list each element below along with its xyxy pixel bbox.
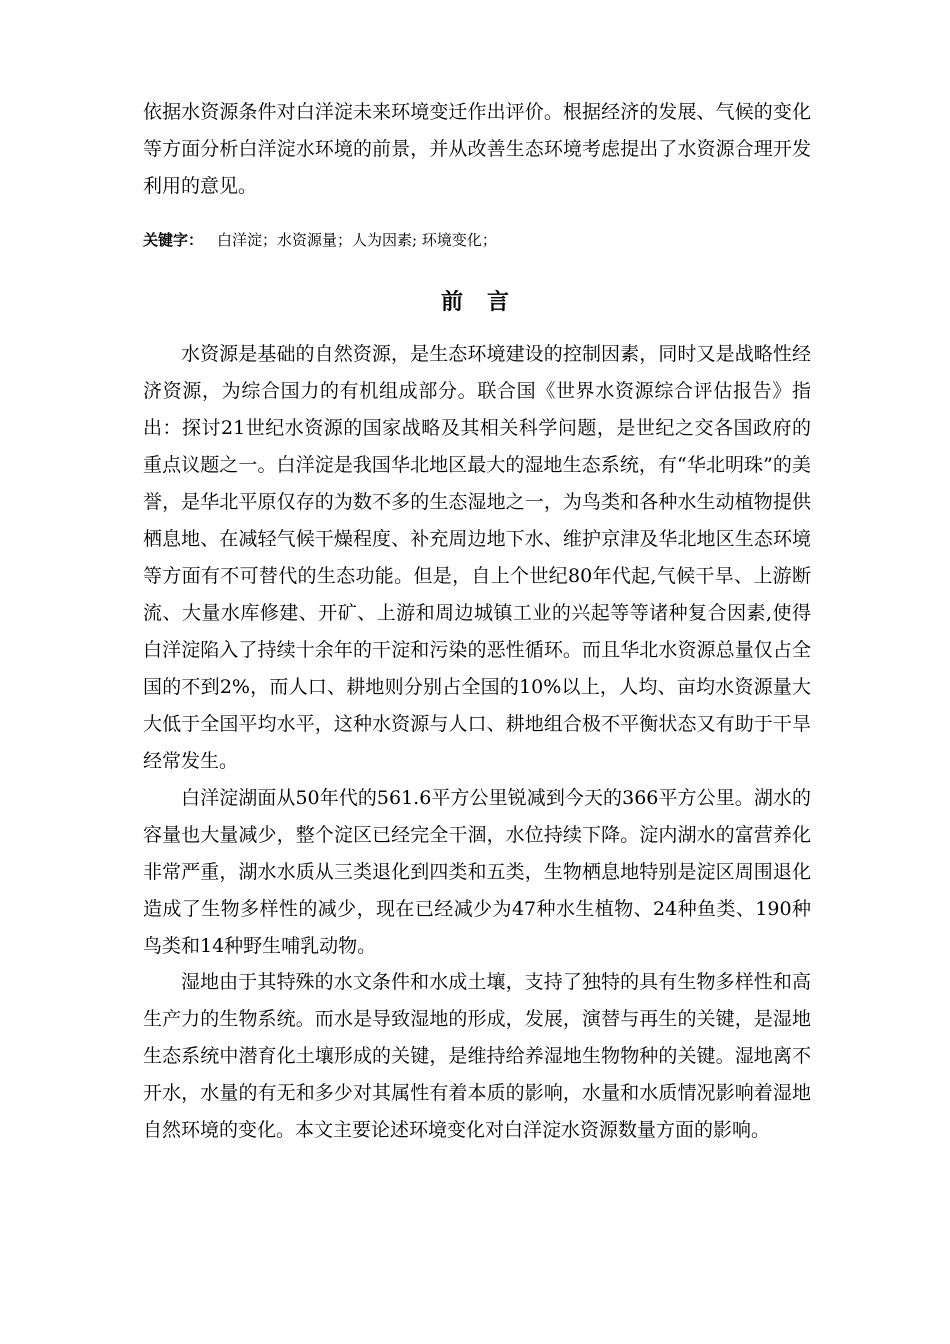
intro-paragraph-1: 水资源是基础的自然资源，是生态环境建设的控制因素，同时又是战略性经济资源，为综合国力的有机组成部分。联合国《世界水资源综合评估报告》指出：探讨21世纪水资源的国家战略及其相关科学问题，是世纪之交各国政府的重点议题之一。白洋淀是我国华北地区最大的湿地生态系统，有“华北明珠”的美誉，是华北平原仅存的为数不多的生态湿地之一，为鸟类和各种水生动植物提供栖息地、在减轻气候干燥程度、补充周边地下水、维护京津及华北地区生态环境等方面有不可替代的生态功能。但是，自上个世纪80年代起,气候干旱、上游断流、大量水库修建、开矿、上游和周边城镇工业的兴起等等诸种复合因素,使得白洋淀陷入了持续十余年的干淀和污染的恶性循环。而且华北水资源总量仅占全国的不到2%，而人口、耕地则分别占全国的10%以上，人均、亩均水资源量大大低于全国平均水平，这种水资源与人口、耕地组合极不平衡状态又有助于干旱经常发生。 <box>143 343 811 772</box>
keywords-label: 关键字： <box>143 231 204 249</box>
intro-paragraph-3: 湿地由于其特殊的水文条件和水成土壤，支持了独特的具有生物多样性和高生产力的生物系统。而水是导致湿地的形成，发展，演替与再生的关键，是湿地生态系统中潜育化土壤形成的关键，是维持给养湿地生物物种的关键。湿地离不开水，水量的有无和多少对其属性有着本质的影响，水量和水质情况影响着湿地自然环境的变化。本文主要论述环境变化对白洋淀水资源数量方面的影响。 <box>143 971 811 1141</box>
abstract-paragraph: 依据水资源条件对白洋淀未来环境变迁作出评价。根据经济的发展、气候的变化等方面分析白洋淀水环境的前景，并从改善生态环境考虑提出了水资源合理开发利用的意见。 <box>143 101 811 197</box>
keywords-line <box>143 226 811 254</box>
keywords-value: 白洋淀；水资源量；人为因素; 环境变化； <box>217 231 497 249</box>
section-title-introduction: 前言 <box>440 289 533 315</box>
intro-paragraph-2: 白洋淀湖面从50年代的561.6平方公里锐减到今天的366平方公里。湖水的容量也大量减少，整个淀区已经完全干涸，水位持续下降。淀内湖水的富营养化非常严重，湖水水质从三类退化到四类和五类，生物栖息地特别是淀区周围退化造成了生物多样性的减少，现在已经减少为47种水生植物、24种鱼类、190种鸟类和14种野生哺乳动物。 <box>143 787 811 957</box>
